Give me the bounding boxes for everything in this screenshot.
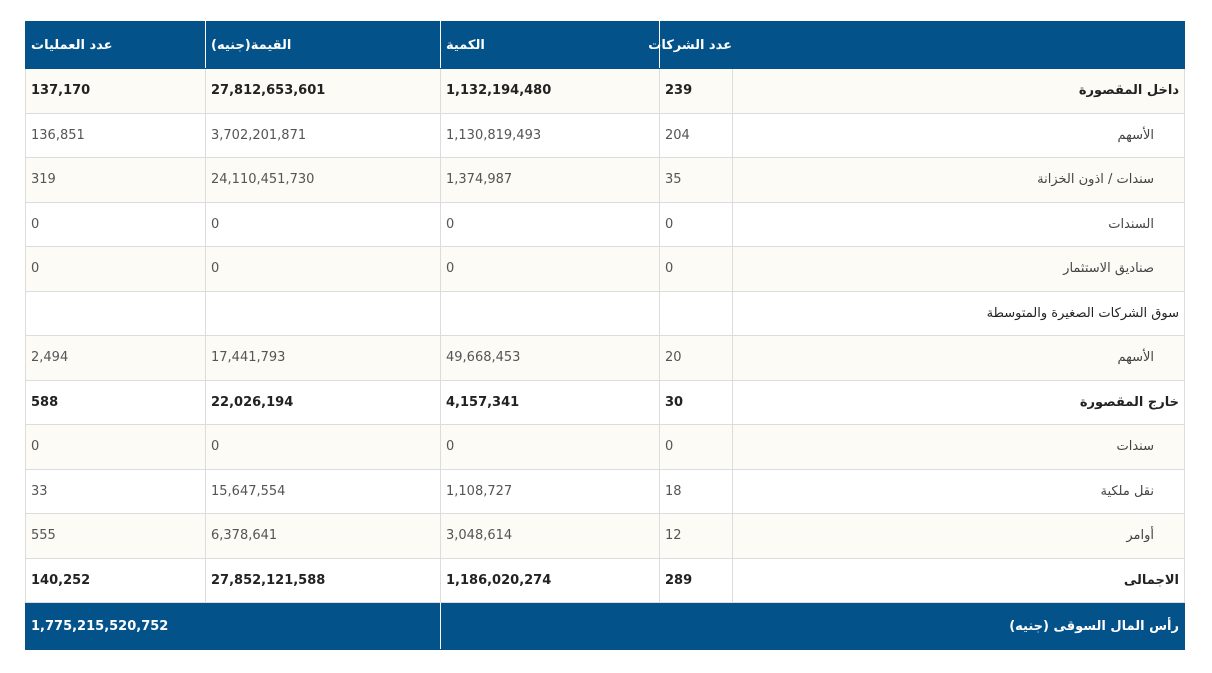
- row-operations: 555: [26, 514, 206, 559]
- table-row: [26, 202, 1185, 247]
- market-summary-table: [25, 21, 1185, 650]
- row-operations: 136,851: [26, 113, 206, 158]
- row-value: 27,852,121,588: [206, 558, 441, 603]
- row-value: 27,812,653,601: [206, 69, 441, 114]
- table-row: [26, 291, 1185, 336]
- table-row: [26, 247, 1185, 292]
- row-operations: [26, 291, 206, 336]
- row-companies: [660, 291, 733, 336]
- row-quantity: 1,132,194,480: [441, 69, 660, 114]
- row-companies: 289: [660, 558, 733, 603]
- table-row: [26, 425, 1185, 470]
- market-cap-value: 1,775,215,520,752: [26, 603, 441, 650]
- row-label: سندات: [733, 425, 1185, 470]
- row-label: صناديق الاستثمار: [733, 247, 1185, 292]
- row-quantity: [441, 291, 660, 336]
- row-label: داخل المقصورة: [733, 69, 1185, 114]
- row-value: 24,110,451,730: [206, 158, 441, 203]
- row-operations: 588: [26, 380, 206, 425]
- row-quantity: 3,048,614: [441, 514, 660, 559]
- row-label: السندات: [733, 202, 1185, 247]
- row-value: 17,441,793: [206, 336, 441, 381]
- table-row: [26, 113, 1185, 158]
- table-row: [26, 514, 1185, 559]
- row-operations: 0: [26, 425, 206, 470]
- row-value: 0: [206, 202, 441, 247]
- row-label: خارج المقصورة: [733, 380, 1185, 425]
- row-quantity: 1,186,020,274: [441, 558, 660, 603]
- header-label: [733, 22, 1185, 69]
- row-operations: 0: [26, 202, 206, 247]
- row-quantity: 0: [441, 247, 660, 292]
- table-row-total: [26, 558, 1185, 603]
- row-operations: 0: [26, 247, 206, 292]
- row-companies: 0: [660, 425, 733, 470]
- row-companies: 35: [660, 158, 733, 203]
- table-row: [26, 469, 1185, 514]
- market-cap-label: رأس المال السوقى (جنيه): [441, 603, 1185, 650]
- row-label: سندات / اذون الخزانة: [733, 158, 1185, 203]
- row-companies: 0: [660, 247, 733, 292]
- row-quantity: 1,108,727: [441, 469, 660, 514]
- row-operations: 319: [26, 158, 206, 203]
- market-summary-table-wrapper: [25, 21, 1184, 650]
- header-operations: عدد العمليات: [26, 22, 206, 69]
- table-header: [26, 22, 1185, 69]
- row-companies: 20: [660, 336, 733, 381]
- table-footer: [26, 603, 1185, 650]
- row-quantity: 1,374,987: [441, 158, 660, 203]
- row-value: [206, 291, 441, 336]
- row-label: أوامر: [733, 514, 1185, 559]
- table-row: [26, 380, 1185, 425]
- row-label: سوق الشركات الصغيرة والمتوسطة: [733, 291, 1185, 336]
- row-quantity: 49,668,453: [441, 336, 660, 381]
- header-companies: عدد الشركات: [660, 22, 733, 69]
- row-value: 22,026,194: [206, 380, 441, 425]
- row-label: الاجمالى: [733, 558, 1185, 603]
- row-value: 15,647,554: [206, 469, 441, 514]
- row-value: 6,378,641: [206, 514, 441, 559]
- row-value: 0: [206, 425, 441, 470]
- row-value: 3,702,201,871: [206, 113, 441, 158]
- market-cap-row: [26, 603, 1185, 650]
- row-companies: 30: [660, 380, 733, 425]
- row-companies: 0: [660, 202, 733, 247]
- table-row: [26, 158, 1185, 203]
- header-value: القيمة(جنيه): [206, 22, 441, 69]
- row-operations: 33: [26, 469, 206, 514]
- row-companies: 18: [660, 469, 733, 514]
- row-quantity: 0: [441, 202, 660, 247]
- table-row: [26, 336, 1185, 381]
- row-value: 0: [206, 247, 441, 292]
- header-quantity: الكمية: [441, 22, 660, 69]
- table-row: [26, 69, 1185, 114]
- table-body: [26, 69, 1185, 603]
- row-quantity: 0: [441, 425, 660, 470]
- header-row: [26, 22, 1185, 69]
- row-companies: 12: [660, 514, 733, 559]
- row-operations: 137,170: [26, 69, 206, 114]
- row-label: الأسهم: [733, 336, 1185, 381]
- row-label: نقل ملكية: [733, 469, 1185, 514]
- row-companies: 204: [660, 113, 733, 158]
- row-quantity: 1,130,819,493: [441, 113, 660, 158]
- row-quantity: 4,157,341: [441, 380, 660, 425]
- row-operations: 2,494: [26, 336, 206, 381]
- row-companies: 239: [660, 69, 733, 114]
- row-operations: 140,252: [26, 558, 206, 603]
- row-label: الأسهم: [733, 113, 1185, 158]
